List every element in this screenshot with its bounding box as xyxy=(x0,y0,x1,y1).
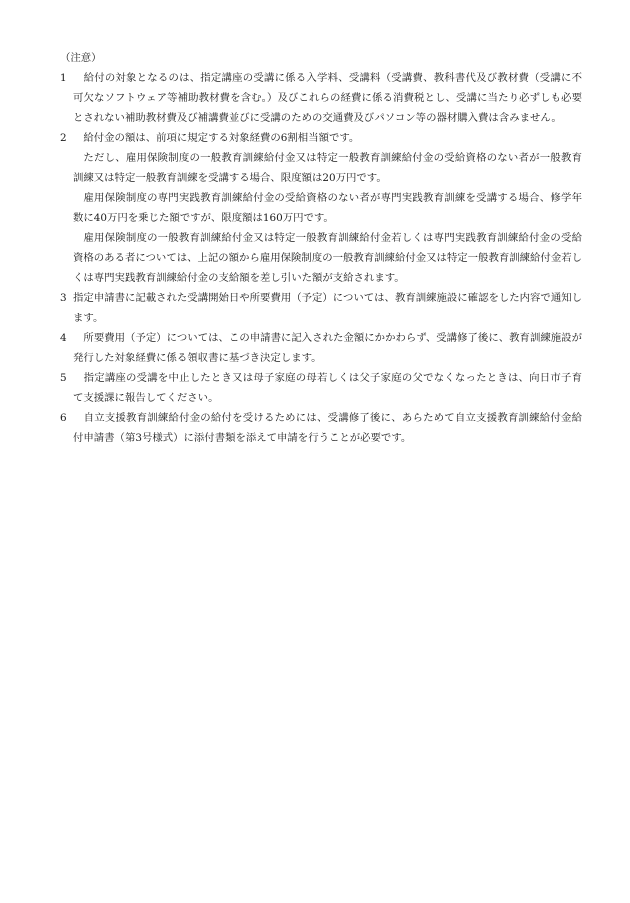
note-subparagraph: ただし、雇用保険制度の一般教育訓練給付金又は特定一般教育訓練給付金の受給資格のない者が一般教育訓練又は特定一般教育訓練を受講する場合、限度額は20万円です。 xyxy=(73,152,582,184)
note-text: 給付金の額は、前項に規定する対象経費の6割相当額です。 xyxy=(73,132,360,144)
note-number: 4 xyxy=(60,332,67,344)
note-number: 2 xyxy=(60,132,67,144)
note-item-4 xyxy=(60,328,582,368)
note-number: 1 xyxy=(60,72,67,84)
notes-heading: （注意） xyxy=(60,52,102,64)
note-number: 5 xyxy=(60,372,67,384)
note-item-5 xyxy=(60,368,582,408)
notes-section xyxy=(60,48,582,448)
note-text: 給付の対象となるのは、指定講座の受講に係る入学料、受講料（受講費、教科書代及び教材費（受講に不可欠なソフトウェア等補助教材費を含む。）及びこれらの経費に係る消費税とし、受講に当たり必ずしも必要とされない補助教材費及び補講費並びに受講のための交通費及びパソコン等の器材購入費は含みません。 xyxy=(73,72,582,124)
note-item-1 xyxy=(60,68,582,128)
note-text: 指定講座の受講を中止したとき又は母子家庭の母若しくは父子家庭の父でなくなったときは、向日市子育て支援課に報告してください。 xyxy=(73,372,582,404)
note-item-3 xyxy=(60,288,582,328)
note-subparagraph: 雇用保険制度の専門実践教育訓練給付金の受給資格のない者が専門実践教育訓練を受講する場合、修学年数に40万円を乗じた額ですが、限度額は160万円です。 xyxy=(73,192,582,224)
note-text: 指定申請書に記載された受講開始日や所要費用（予定）については、教育訓練施設に確認をした内容で通知します。 xyxy=(73,292,582,324)
note-text: 自立支援教育訓練給付金の給付を受けるためには、受講修了後に、あらためて自立支援教育訓練給付金給付申請書（第3号様式）に添付書類を添えて申請を行うことが必要です。 xyxy=(73,412,582,444)
note-item-2 xyxy=(60,128,582,288)
note-item-6 xyxy=(60,408,582,448)
note-number: 6 xyxy=(60,412,67,424)
note-number: 3 xyxy=(60,292,67,304)
note-text: 所要費用（予定）については、この申請書に記入された金額にかかわらず、受講修了後に、教育訓練施設が発行した対象経費に係る領収書に基づき決定します。 xyxy=(73,332,582,364)
note-subparagraph: 雇用保険制度の一般教育訓練給付金又は特定一般教育訓練給付金若しくは専門実践教育訓練給付金の受給資格のある者については、上記の額から雇用保険制度の一般教育訓練給付金又は特定一般教育訓練給付金若しくは専門実践教育訓練給付金の支給額を差し引いた額が支給されます。 xyxy=(73,232,582,284)
